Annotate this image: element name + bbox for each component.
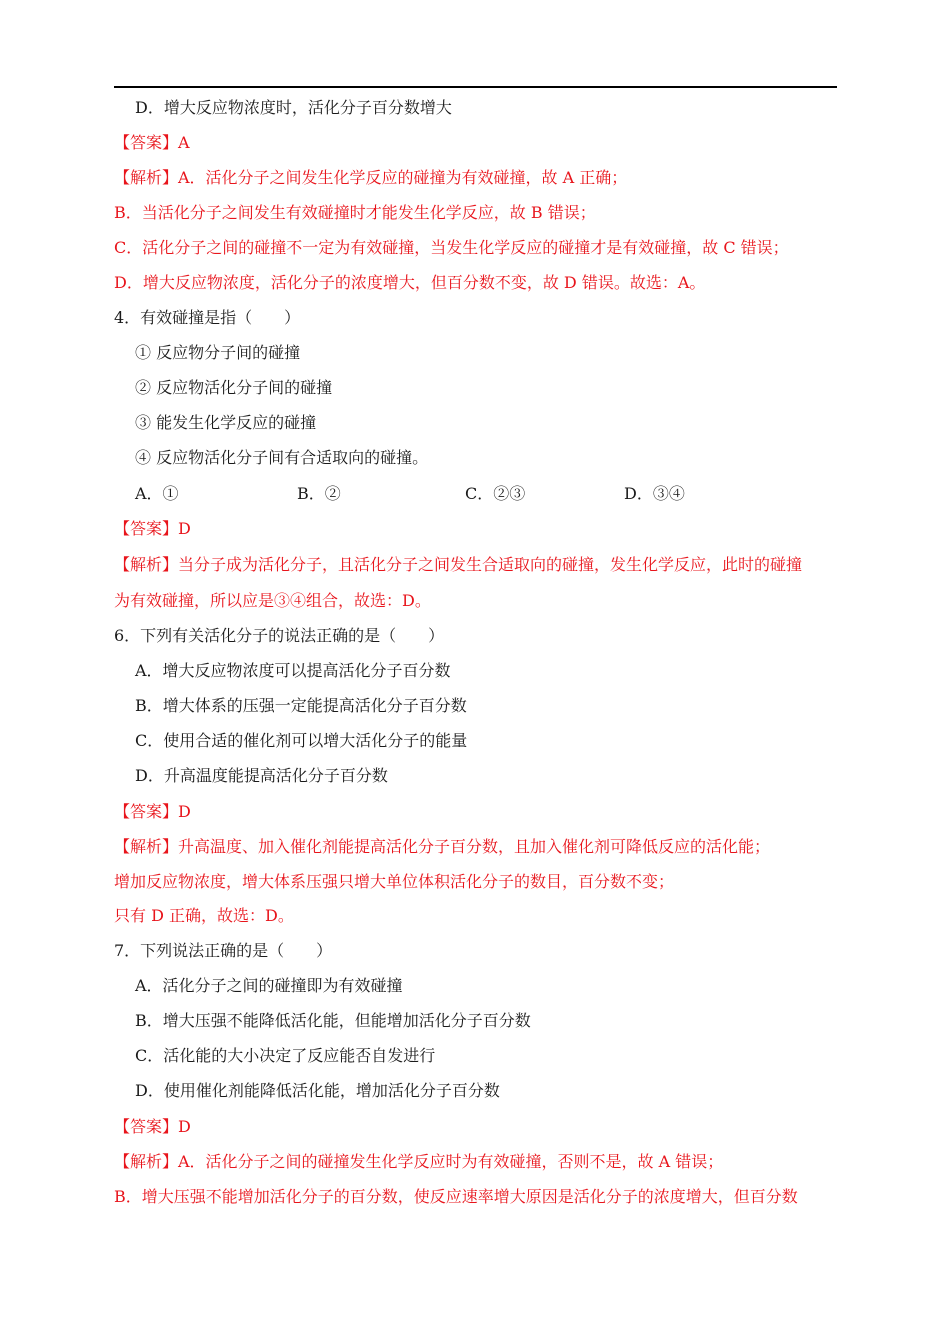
q7-analysis-line: B．增大压强不能增加活化分子的百分数，使反应速率增大原因是活化分子的浓度增大，但百分数 <box>114 1187 798 1206</box>
q7-option: D．使用催化剂能降低活化能，增加活化分子百分数 <box>135 1081 500 1100</box>
q7-option: B．增大压强不能降低活化能，但能增加活化分子百分数 <box>135 1011 531 1030</box>
q7-option: A．活化分子之间的碰撞即为有效碰撞 <box>135 976 403 995</box>
header-rule <box>114 86 837 88</box>
q6-analysis-line: 【解析】升高温度、加入催化剂能提高活化分子百分数，且加入催化剂可降低反应的活化能； <box>114 837 771 856</box>
q4-answer: 【答案】D <box>114 519 191 538</box>
q7-option: C．活化能的大小决定了反应能否自发进行 <box>135 1046 436 1065</box>
q4-item: ③ 能发生化学反应的碰撞 <box>135 413 317 432</box>
q4-item: ① 反应物分子间的碰撞 <box>135 343 301 362</box>
q6-analysis-line: 只有 D 正确，故选：D。 <box>114 906 294 925</box>
q4-analysis-line: 为有效碰撞，所以应是③④组合，故选：D。 <box>114 591 431 610</box>
q6-option: D．升高温度能提高活化分子百分数 <box>135 766 388 785</box>
q3-analysis-line: C．活化分子之间的碰撞不一定为有效碰撞，当发生化学反应的碰撞才是有效碰撞，故 C 错误； <box>114 238 789 257</box>
q6-analysis-line: 增加反应物浓度，增大体系压强只增大单位体积活化分子的数目，百分数不变； <box>114 872 675 891</box>
q6-option: A．增大反应物浓度可以提高活化分子百分数 <box>135 661 451 680</box>
q6-stem: 6．下列有关活化分子的说法正确的是（ ） <box>114 626 445 645</box>
q4-item: ④ 反应物活化分子间有合适取向的碰撞。 <box>135 448 429 467</box>
q6-option: B．增大体系的压强一定能提高活化分子百分数 <box>135 696 467 715</box>
q4-option-d: D．③④ <box>624 484 685 503</box>
q3-analysis-line: D．增大反应物浓度，活化分子的浓度增大，但百分数不变，故 D 错误。故选：A。 <box>114 273 706 292</box>
q4-analysis-line: 【解析】当分子成为活化分子，且活化分子之间发生合适取向的碰撞，发生化学反应，此时的碰撞 <box>114 555 803 574</box>
q3-option-d: D．增大反应物浓度时，活化分子百分数增大 <box>135 98 452 117</box>
q4-stem: 4．有效碰撞是指（ ） <box>114 308 301 327</box>
q7-answer: 【答案】D <box>114 1117 191 1136</box>
q3-analysis-line: B．当活化分子之间发生有效碰撞时才能发生化学反应，故 B 错误； <box>114 203 596 222</box>
q3-answer: 【答案】A <box>114 133 190 152</box>
q6-answer: 【答案】D <box>114 802 191 821</box>
q4-option-a: A．① <box>135 484 179 503</box>
q6-option: C．使用合适的催化剂可以增大活化分子的能量 <box>135 731 468 750</box>
q4-option-c: C．②③ <box>465 484 526 503</box>
q4-item: ② 反应物活化分子间的碰撞 <box>135 378 333 397</box>
q7-analysis-line: 【解析】A．活化分子之间的碰撞发生化学反应时为有效碰撞，否则不是，故 A 错误； <box>114 1152 724 1171</box>
q7-stem: 7．下列说法正确的是（ ） <box>114 941 333 960</box>
q4-option-b: B．② <box>297 484 341 503</box>
q3-analysis-line: 【解析】A．活化分子之间发生化学反应的碰撞为有效碰撞，故 A 正确； <box>114 168 628 187</box>
